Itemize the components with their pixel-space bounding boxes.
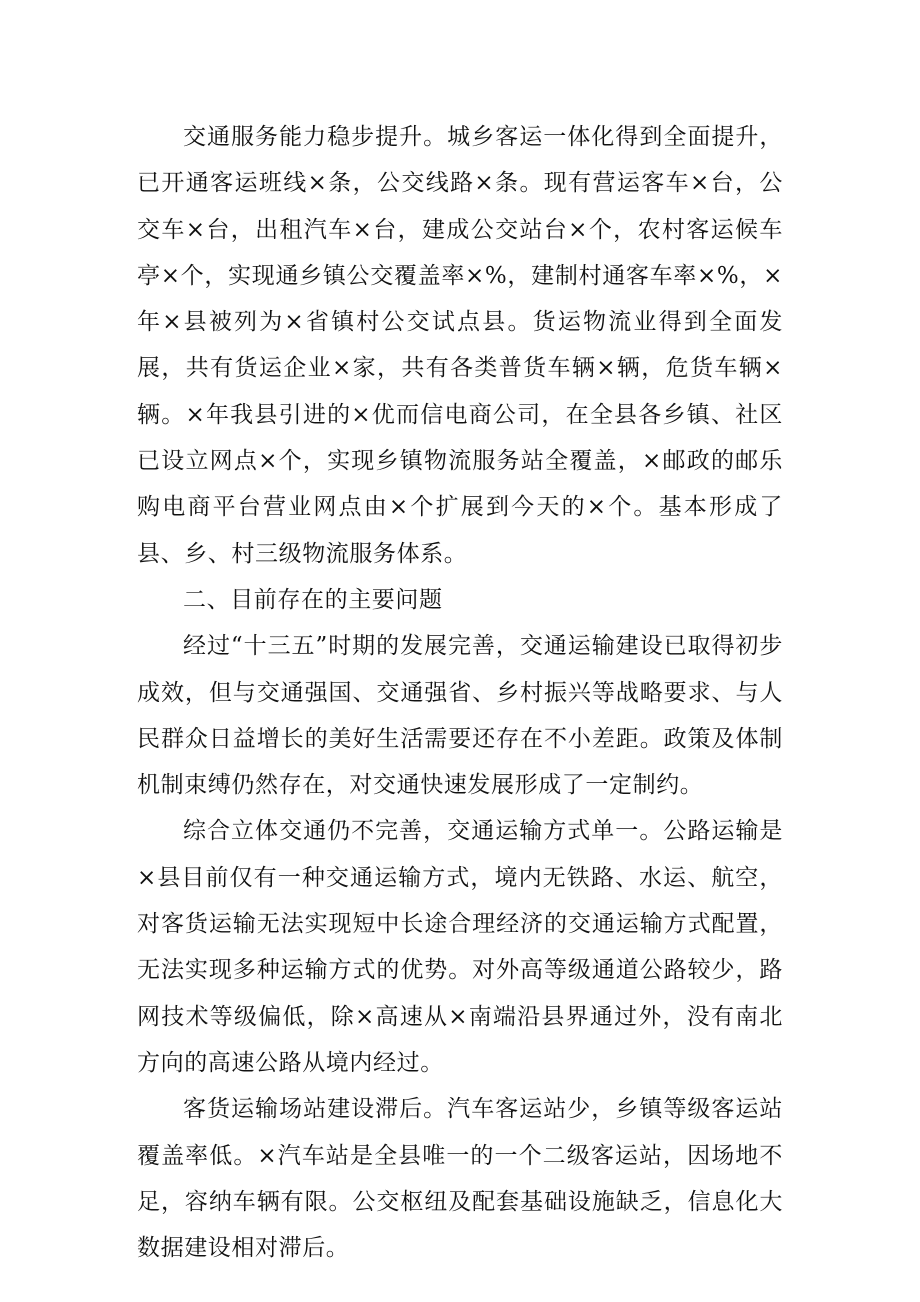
paragraph-integrated-transport: 综合立体交通仍不完善，交通运输方式单一。公路运输是×县目前仅有一种交通运输方式，境内无铁路、水运、航空，对客货运输无法实现短中长途合理经济的交通运输方式配置，无法实现多种运输方式的优势。对外高等级通道公路较少，路网技术等级偏低，除×高速从×南端沿县界通过外，没有南北方向的高速公路从境内经过。 xyxy=(137,818,783,1076)
paragraph-development-gap: 经过“十三五”时期的发展完善，交通运输建设已取得初步成效，但与交通强国、交通强省、乡村振兴等战略要求、与人民群众日益增长的美好生活需要还存在不小差距。政策及体制机制束缚仍然存在，对交通快速发展形成了一定制约。 xyxy=(137,633,783,799)
paragraph-transport-service: 交通服务能力稳步提升。城乡客运一体化得到全面提升，已开通客运班线×条，公交线路×条。现有营运客车×台，公交车×台，出租汽车×台，建成公交站台×个，农村客运候车亭×个，实现通乡镇公交覆盖率×%，建制村通客车率×%，×年×县被列为×省镇村公交试点县。货运物流业得到全面发展，共有货运企业×家，共有各类普货车辆×辆，危货车辆×辆。×年我县引进的×优而信电商公司，在全县各乡镇、社区已设立网点×个，实现乡镇物流服务站全覆盖，×邮政的邮乐购电商平台营业网点由×个扩展到今天的×个。基本形成了县、乡、村三级物流服务体系。 xyxy=(137,124,783,567)
paragraph-station-construction: 客货运输场站建设滞后。汽车客运站少，乡镇等级客运站覆盖率低。×汽车站是全县唯一的一个二级客运站，因场地不足，容纳车辆有限。公交枢纽及配套基础设施缺乏，信息化大数据建设相对滞后。 xyxy=(137,1096,783,1262)
section-heading-main-problems: 二、目前存在的主要问题 xyxy=(183,586,443,613)
document-body xyxy=(137,114,783,1271)
